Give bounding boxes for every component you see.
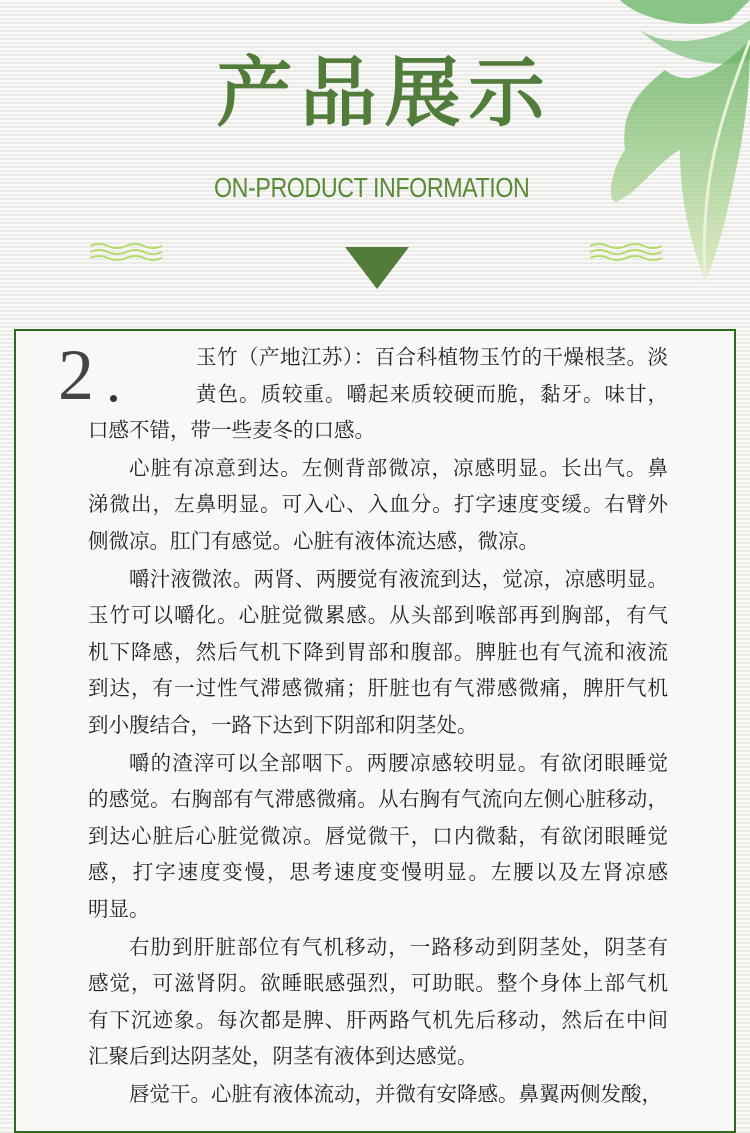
paragraph: [88, 561, 668, 744]
down-triangle-icon: [345, 247, 409, 289]
text-line: 侧微凉。肛门有感觉。心脏有液体流达感，微凉。: [88, 528, 539, 553]
text-line: 心脏有凉意到达。左侧背部微凉，凉感明显。长出气。鼻: [129, 455, 668, 480]
text-line: 玉竹（产地江苏）：百合科植物玉竹的干燥根茎。淡: [196, 345, 668, 369]
text-line: 到达心脏后心脏觉微凉。唇觉微干，口内微黏，有欲闭眼睡觉: [88, 823, 668, 848]
text-line: 到达，有一过性气滞感微痛；肝脏也有气滞感微痛，脾肝气机: [88, 676, 668, 701]
paragraph: [88, 339, 668, 449]
text-line: 玉竹可以嚼化。心脏觉微累感。从头部到喉部再到胸部，有气: [88, 603, 668, 628]
text-line: 机下降感，然后气机下降到胃部和腹部。脾脏也有气流和液流: [88, 639, 668, 664]
paragraph: [88, 450, 668, 560]
content-panel: [14, 329, 736, 1133]
text-line: 右肋到肝脏部位有气机移动，一路移动到阴茎处，阴茎有: [129, 934, 668, 959]
paragraph: [88, 1076, 668, 1113]
paragraph: [88, 745, 668, 928]
text-line: 汇聚后到达阴茎处，阴茎有液体到达感觉。: [88, 1044, 478, 1069]
text-line: 有下沉迹象。每次都是脾、肝两路气机先后移动，然后在中间: [88, 1007, 668, 1032]
article-text: [88, 339, 668, 1113]
text-line: 嚼汁液微浓。两肾、两腰觉有液流到达，觉凉，凉感明显。: [129, 566, 668, 591]
text-line: 口感不错，带一些麦冬的口感。: [88, 418, 375, 443]
dropcap-number: 2: [58, 335, 94, 415]
text-line: 明显。: [88, 896, 150, 921]
text-line: 感觉，可滋肾阴。欲睡眠感强烈，可助眠。整个身体上部气机: [88, 971, 668, 996]
wave-icon-right: [590, 243, 664, 261]
text-line: 感，打字速度变慢，思考速度变慢明显。左腰以及左肾凉感: [88, 860, 668, 885]
page-title: 产品展示: [216, 48, 553, 137]
text-line: 嚼的渣滓可以全部咽下。两腰凉感较明显。有欲闭眼睡觉: [129, 750, 668, 775]
text-line: 到小腹结合，一路下达到下阴部和阴茎处。: [88, 712, 478, 737]
wave-icon-left: [90, 243, 164, 261]
page-subtitle: ON-PRODUCT INFORMATION: [214, 172, 530, 203]
paragraph: [88, 929, 668, 1075]
text-line: 唇觉干。心脏有液体流动，并微有安降感。鼻翼两侧发酸，: [129, 1081, 662, 1106]
text-line: 的感觉。右胸部有气滞感微痛。从右胸有气流向左侧心脏移动，: [88, 787, 668, 812]
text-line: 涕微出，左鼻明显。可入心、入血分。打字速度变缓。右臂外: [88, 492, 668, 517]
text-line: 黄色。质较重。嚼起来质较硬而脆，黏牙。味甘，: [196, 381, 668, 406]
